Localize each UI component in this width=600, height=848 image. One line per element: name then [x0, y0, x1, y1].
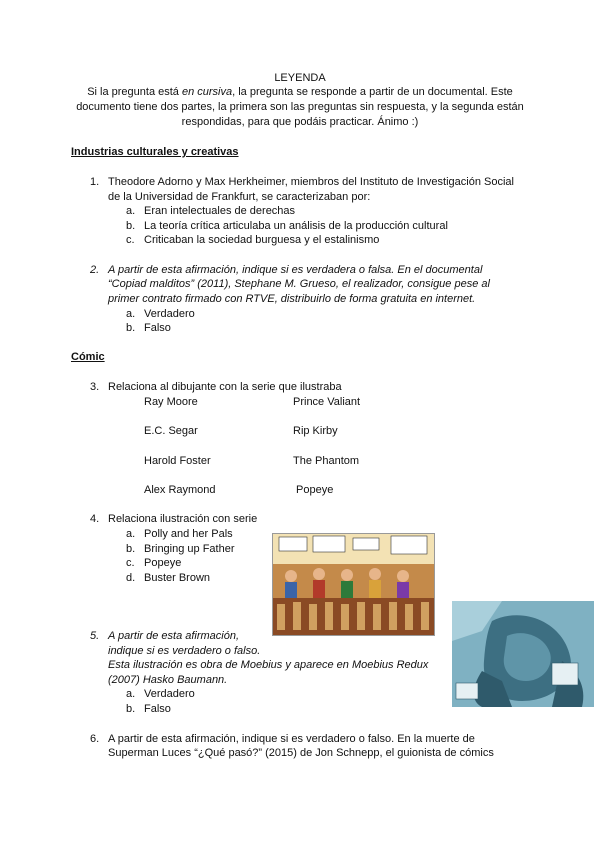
q5-option-text: Falso [144, 703, 171, 715]
section-heading-comic: Cómic [71, 351, 105, 363]
q4-option-text: Popeye [144, 557, 182, 569]
q3-series: Popeye [296, 484, 334, 496]
q2-option-letter: a. [126, 308, 136, 320]
q3-artist: Alex Raymond [144, 484, 216, 496]
legend-title: LEYENDA [274, 72, 326, 84]
q2-text-line-1: A partir de esta afirmación, indique si es verdadera o falsa. En el documental [108, 264, 483, 276]
q5-option-letter: a. [126, 688, 136, 700]
legend-line-3: respondidas, para que podáis practicar. Ánimo :) [181, 116, 419, 128]
q2-number: 2. [90, 264, 100, 276]
q1-number: 1. [90, 176, 100, 188]
q2-option-letter: b. [126, 322, 136, 334]
q5-text-line-1: A partir de esta afirmación, [108, 630, 240, 642]
q4-option-letter: d. [126, 572, 136, 584]
q1-option-text: Eran intelectuales de derechas [144, 205, 296, 217]
q4-option-text: Polly and her Pals [144, 528, 233, 540]
q1-option-letter: a. [126, 205, 136, 217]
q6-text-line-1: A partir de esta afirmación, indique si es verdadero o falso. En la muerte de [108, 733, 475, 745]
q3-number: 3. [90, 381, 100, 393]
q4-option-letter: b. [126, 543, 136, 555]
q5-text-line-2: indique si es verdadero o falso. [108, 645, 261, 657]
q2-text-line-3: primer contrato firmado con RTVE, distribuirlo de forma gratuita en internet. [108, 293, 476, 305]
q6-text-line-2: Superman Luces “¿Qué pasó?” (2015) de Jon Schnepp, el guionista de cómics [108, 747, 494, 759]
q3-series: Rip Kirby [293, 425, 338, 437]
q5-option-letter: b. [126, 703, 136, 715]
q3-series: Prince Valiant [293, 396, 361, 408]
q1-text-line-1: Theodore Adorno y Max Herkheimer, miembros del Instituto de Investigación Social [108, 176, 514, 188]
q1-option-letter: b. [126, 220, 136, 232]
q4-text: Relaciona ilustración con serie [108, 513, 258, 525]
q1-option-text: La teoría crítica articulaba un análisis de la producción cultural [144, 220, 448, 232]
q1-text-line-2: de la Universidad de Frankfurt, se caracterizaban por: [108, 191, 371, 203]
q4-number: 4. [90, 513, 100, 525]
q4-option-letter: c. [126, 557, 135, 569]
q6-number: 6. [90, 733, 100, 745]
q3-series: The Phantom [293, 455, 360, 467]
q4-option-text: Buster Brown [144, 572, 211, 584]
moebius-illustration [452, 601, 594, 707]
q1-option-text: Criticaban la sociedad burguesa y el estalinismo [144, 234, 380, 246]
section-heading-industrias: Industrias culturales y creativas [71, 146, 239, 158]
q5-text-line-3: Esta ilustración es obra de Moebius y aparece en Moebius Redux [108, 659, 429, 671]
q4-option-text: Bringing up Father [144, 543, 235, 555]
q3-artist: Ray Moore [144, 396, 198, 408]
comic-strip-illustration [272, 533, 435, 636]
q5-option-text: Verdadero [144, 688, 195, 700]
q2-text-line-2: “Copiad malditos” (2011), Stephane M. Grueso, el realizador, consigue pese al [108, 278, 490, 290]
q3-text: Relaciona al dibujante con la serie que ilustraba [108, 381, 342, 393]
q5-number: 5. [90, 630, 100, 642]
q2-option-text: Verdadero [144, 308, 195, 320]
q4-option-letter: a. [126, 528, 136, 540]
q3-artist: E.C. Segar [144, 425, 198, 437]
q2-option-text: Falso [144, 322, 171, 334]
q3-artist: Harold Foster [144, 455, 211, 467]
legend-line-1: Si la pregunta está en cursiva, la pregunta se responde a partir de un documental. Este [87, 86, 513, 98]
legend-line-2: documento tiene dos partes, la primera son las preguntas sin respuesta, y la segunda están [76, 101, 524, 113]
q1-option-letter: c. [126, 234, 135, 246]
q5-text-line-4: (2007) Hasko Baumann. [108, 674, 228, 686]
